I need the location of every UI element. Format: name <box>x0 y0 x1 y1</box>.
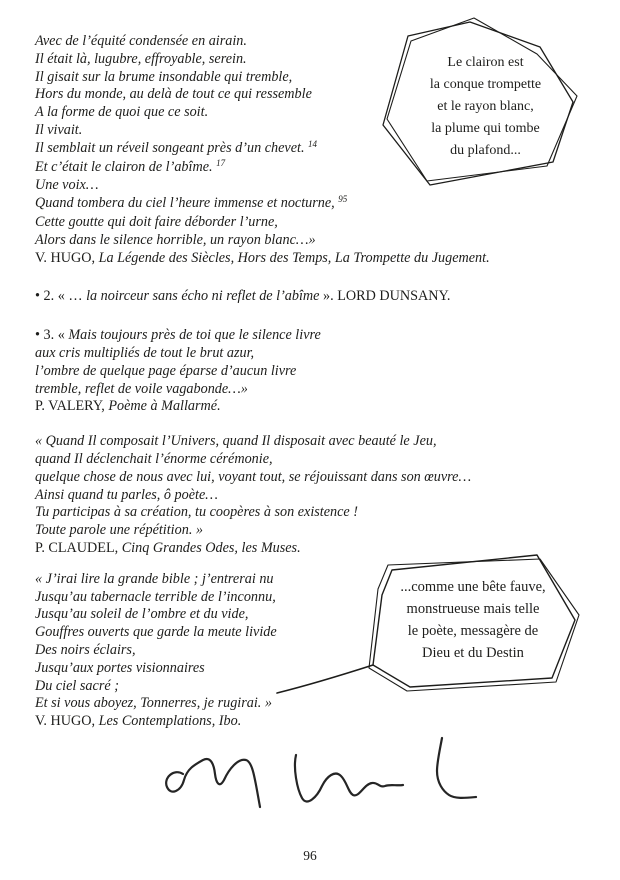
text-segment: Gouffres ouverts que garde la meute livide <box>35 624 277 641</box>
text-segment: Et c’était le clairon de l’abîme. <box>35 158 217 175</box>
text-segment: l’ombre de quelque page éparse d’aucun livre <box>35 362 297 379</box>
text-segment: Ainsi quand tu parles, ô poète… <box>35 486 218 503</box>
text-segment: Jusqu’au tabernacle terrible de l’inconnu, <box>35 588 276 605</box>
bubble-fauve-text <box>383 576 563 664</box>
text-segment: la noirceur sans écho ni reflet de l’abîme <box>86 288 324 305</box>
dunsany-quote <box>35 288 595 306</box>
bubble-text-line: du plafond... <box>450 143 521 158</box>
text-segment: Tu participas à sa création, tu coopères à son existence ! <box>35 504 358 521</box>
text-line <box>35 214 595 232</box>
text-segment: P. VALERY, <box>35 398 109 415</box>
text-line <box>35 327 595 345</box>
text-segment: Cette goutte qui doit faire déborder l’urne, <box>35 213 278 230</box>
text-segment: Il vivait. <box>35 121 83 138</box>
speech-bubble-clairon <box>380 15 610 215</box>
text-segment: Et si vous aboyez, Tonnerres, je rugirai. » <box>35 695 272 712</box>
footnote-ref: 95 <box>338 194 348 205</box>
text-segment: Des noirs éclairs, <box>35 641 136 658</box>
text-line <box>35 504 595 522</box>
text-segment: quand Il déclenchait l’énorme cérémonie, <box>35 450 273 467</box>
text-segment: Mais toujours près de toi que le silence livre <box>68 327 321 344</box>
bubble-text-line: la conque trompette <box>429 77 542 92</box>
bubble-clairon-text <box>388 52 583 162</box>
text-line <box>35 381 595 399</box>
text-segment: Il semblait un réveil songeant près d’un chevet. <box>35 139 309 156</box>
text-segment: Une voix… <box>35 177 99 194</box>
text-line <box>35 451 595 469</box>
text-segment: Cinq Grandes Odes, les Muses. <box>121 539 301 556</box>
text-segment: Quand tombera du ciel l’heure immense et nocturne, <box>35 195 339 212</box>
text-segment: Les Contemplations, Ibo. <box>98 713 242 730</box>
text-segment: Avec de l’équité condensée en airain. <box>35 33 247 49</box>
text-segment: Poème à Mallarmé. <box>108 398 221 415</box>
bubble-text-line: ...comme une bête fauve, <box>400 579 546 595</box>
footnote-ref: 14 <box>308 138 318 149</box>
bubble-text-line: Dieu et du Destin <box>422 645 524 661</box>
text-segment: Il était là, lugubre, effroyable, serein. <box>35 50 247 67</box>
text-line <box>35 250 595 268</box>
text-segment: Alors dans le silence horrible, un rayon blanc…» <box>35 231 316 248</box>
text-line <box>35 433 595 451</box>
text-segment: Du ciel sacré ; <box>35 677 119 694</box>
bubble-text-line: monstrueuse mais telle <box>406 601 540 617</box>
text-segment: V. HUGO, <box>35 249 99 266</box>
text-segment: Toute parole une répétition. » <box>35 522 204 539</box>
text-line <box>35 363 595 381</box>
text-segment: tremble, reflet de voile vagabonde…» <box>35 380 248 397</box>
text-line <box>35 487 595 505</box>
text-line <box>35 232 595 250</box>
page-number: 96 <box>303 848 317 863</box>
text-line <box>35 288 595 306</box>
text-segment: « J’irai lire la grande bible ; j’entrerai nu <box>35 570 274 587</box>
text-segment: ». LORD DUNSANY. <box>323 288 451 305</box>
text-segment: Jusqu’au soleil de l’ombre et du vide, <box>35 606 249 623</box>
footnote-ref: 17 <box>216 157 226 168</box>
text-segment: V. HUGO, <box>35 713 99 730</box>
text-segment: A la forme de quoi que ce soit. <box>35 104 209 121</box>
bubble-text-line: Le clairon est <box>447 55 524 70</box>
text-segment: La Légende des Siècles, Hors des Temps, La Trompette du Jugement. <box>98 249 490 266</box>
text-segment: Jusqu’aux portes visionnaires <box>35 659 205 676</box>
signature-scribble <box>150 718 490 818</box>
text-segment: Hors du monde, au delà de tout ce qui ressemble <box>35 86 312 103</box>
text-line <box>35 398 595 416</box>
text-segment: P. CLAUDEL, <box>35 539 122 556</box>
text-segment: • 2. « … <box>35 288 87 305</box>
text-line <box>35 345 595 363</box>
bubble-text-line: la plume qui tombe <box>431 121 540 136</box>
bubble-text-line: le poète, messagère de <box>407 623 539 639</box>
speech-bubble-bete-fauve <box>265 538 595 703</box>
valery-quote <box>35 327 595 416</box>
bubble-tail-line <box>277 665 373 693</box>
text-segment: • 3. « <box>35 327 69 344</box>
text-segment: « Quand Il composait l’Univers, quand Il disposait avec beauté le Jeu, <box>35 433 437 450</box>
text-segment: quelque chose de nous avec lui, voyant tout, se réjouissant dans son œuvre… <box>35 468 472 485</box>
text-line <box>35 469 595 487</box>
text-segment: Il gisait sur la brume insondable qui tremble, <box>35 68 293 85</box>
bubble-text-line: et le rayon blanc, <box>437 99 534 114</box>
text-segment: aux cris multipliés de tout le brut azur, <box>35 344 255 361</box>
